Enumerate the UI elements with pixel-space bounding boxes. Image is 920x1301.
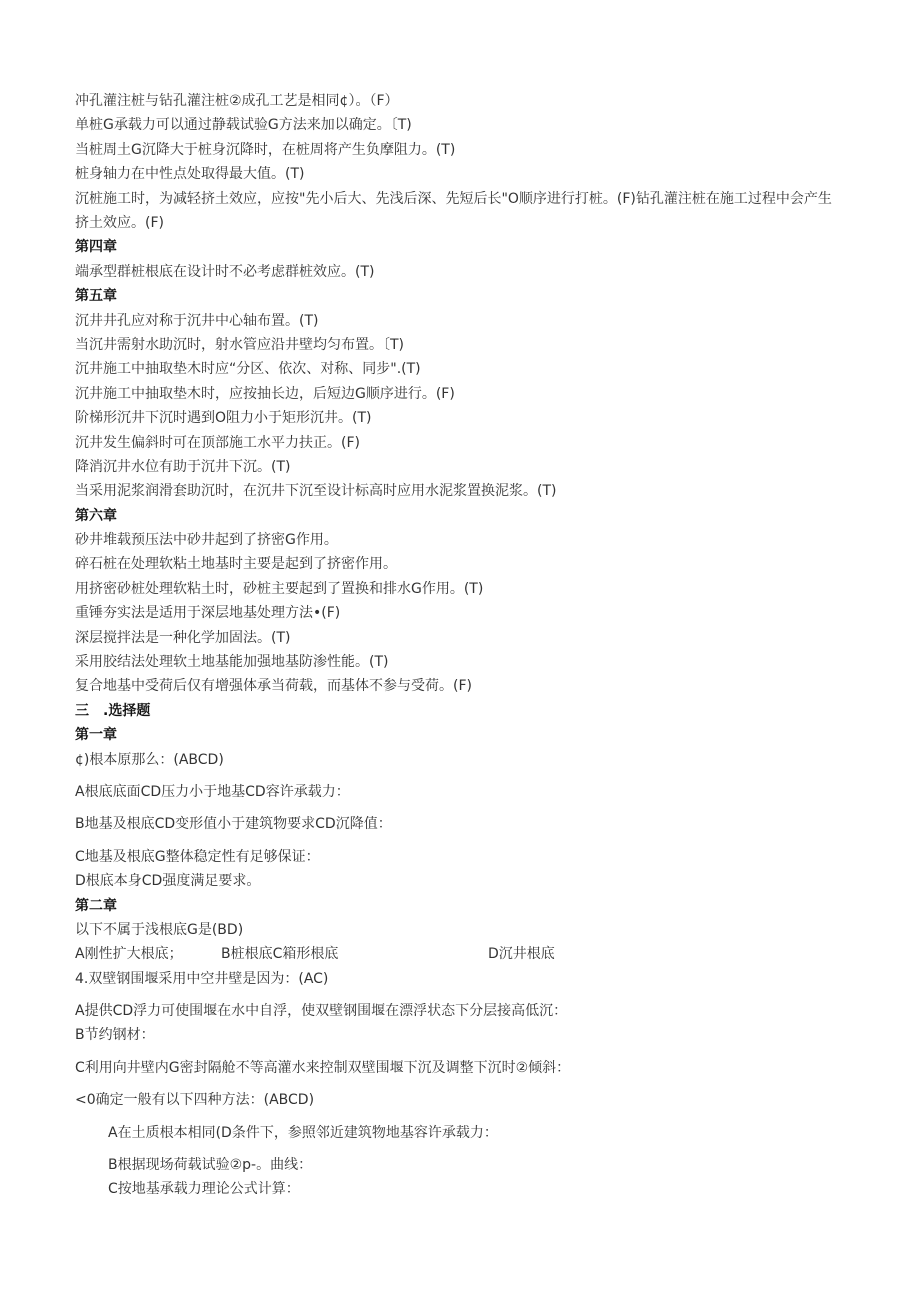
- answer-option: B桩根底C箱形根底: [221, 946, 339, 963]
- tf-statement: 当采用泥浆润滑套助沉时，在沉井下沉至设计标高时应用水泥浆置换泥浆。(T): [75, 483, 557, 500]
- tf-statement: 冲孔灌注桩与钻孔灌注桩②成孔工艺是相同¢）。（F）: [75, 93, 399, 109]
- answer-option: D沉井根底: [488, 946, 555, 963]
- tf-statement: 阶梯形沉井下沉时遇到O阻力小于矩形沉井。(T): [75, 410, 372, 427]
- document-page: [75, 89, 835, 1202]
- answer-option: B节约钢材：: [75, 1027, 155, 1044]
- question: 以下不属于浅根底G是(BD): [75, 921, 244, 938]
- tf-statement: 沉井施工中抽取垫木时，应按抽长边，后短边G顺序进行。(F): [75, 385, 455, 402]
- tf-statement: 用挤密砂桩处理软粘土时，砂桩主要起到了置换和排水G作用。(T): [75, 580, 484, 597]
- tf-statement: 砂井堆载预压法中砂井起到了挤密G作用。: [75, 532, 338, 549]
- tf-statement: 深层搅拌法是一种化学加固法。(T): [75, 629, 291, 646]
- answer-option: D根底本身CD强度满足要求。: [75, 873, 261, 890]
- question: <0确定一般有以下四种方法：(ABCD): [75, 1092, 315, 1109]
- answer-option: C地基及根底G整体稳定性有足够保证：: [75, 848, 320, 865]
- tf-statement: 桩身轴力在中性点处取得最大值。(T): [75, 166, 305, 183]
- tf-statement: 采用胶结法处理软土地基能加强地基防渗性能。(T): [75, 654, 389, 671]
- chapter-6-heading: 第六章: [75, 507, 117, 524]
- tf-statement: 单桩G承载力可以通过静载试验G方法来加以确定。〔T): [75, 117, 412, 134]
- tf-statement: 沉井井孔应对称于沉井中心轴布置。(T): [75, 312, 319, 329]
- chapter-5-heading: 第五章: [75, 288, 117, 305]
- tf-statement: 沉井发生偏斜时可在顶部施工水平力扶正。(F): [75, 434, 360, 451]
- tf-statement: 端承型群桩根底在设计时不必考虑群桩效应。(T): [75, 263, 375, 280]
- answer-option: C利用向井壁内G密封隔舱不等高灌水来控制双壁围堰下沉及调整下沉时②倾斜：: [75, 1059, 571, 1076]
- tf-statement: 当沉井需射水助沉时，射水管应沿井壁均匀布置。〔T): [75, 336, 405, 353]
- answer-option: A刚性扩大根底；: [75, 946, 183, 963]
- answer-option: C按地基承载力理论公式计算：: [108, 1181, 300, 1198]
- answer-option: A在土质根本相同(D条件下，参照邻近建筑物地基容许承载力：: [108, 1124, 498, 1141]
- chapter-4-heading: 第四章: [75, 239, 117, 256]
- section-3-heading: 三 .选择题: [75, 702, 151, 719]
- tf-statement: 降消沉井水位有助于沉井下沉。(T): [75, 458, 291, 475]
- tf-statement: 重锤夯实法是适用于深层地基处理方法•(F): [75, 605, 341, 622]
- answer-option: A根底底面CD压力小于地基CD容许承载力：: [75, 783, 350, 800]
- answer-options-row: [75, 942, 835, 966]
- answer-option: B根据现场荷载试验②p-。曲线：: [108, 1157, 313, 1174]
- question: 4.双壁钢围堰采用中空井壁是因为：(AC): [75, 970, 329, 987]
- tf-statement: 当桩周土G沉降大于桩身沉降时，在桩周将产生负摩阻力。(T): [75, 141, 456, 158]
- answer-option: B地基及根底CD变形值小于建筑物要求CD沉降值：: [75, 816, 392, 833]
- tf-statement: 复合地基中受荷后仅有增强体承当荷载，而基体不参与受荷。(F): [75, 678, 472, 695]
- tf-statement: 沉桩施工时，为减轻挤土效应，应按"先小后大、先浅后深、先短后长"O顺序进行打桩。(F)钻孔灌注桩在施工过程中会产生挤土效应。(F): [75, 190, 832, 231]
- chapter-1-heading: 第一章: [75, 727, 117, 744]
- tf-statement: 沉井施工中抽取垫木时应“分区、依次、对称、同步".(T): [75, 361, 421, 378]
- answer-option: A提供CD浮力可使围堰在水中自浮，使双壁钢围堰在漂浮状态下分层接高低沉：: [75, 1003, 568, 1020]
- true-false-block: [75, 89, 835, 235]
- tf-statement: 碎石桩在处理软粘土地基时主要是起到了挤密作用。: [75, 556, 397, 573]
- question: ¢)根本原那么：(ABCD): [75, 751, 224, 768]
- chapter-2-heading: 第二章: [75, 897, 117, 914]
